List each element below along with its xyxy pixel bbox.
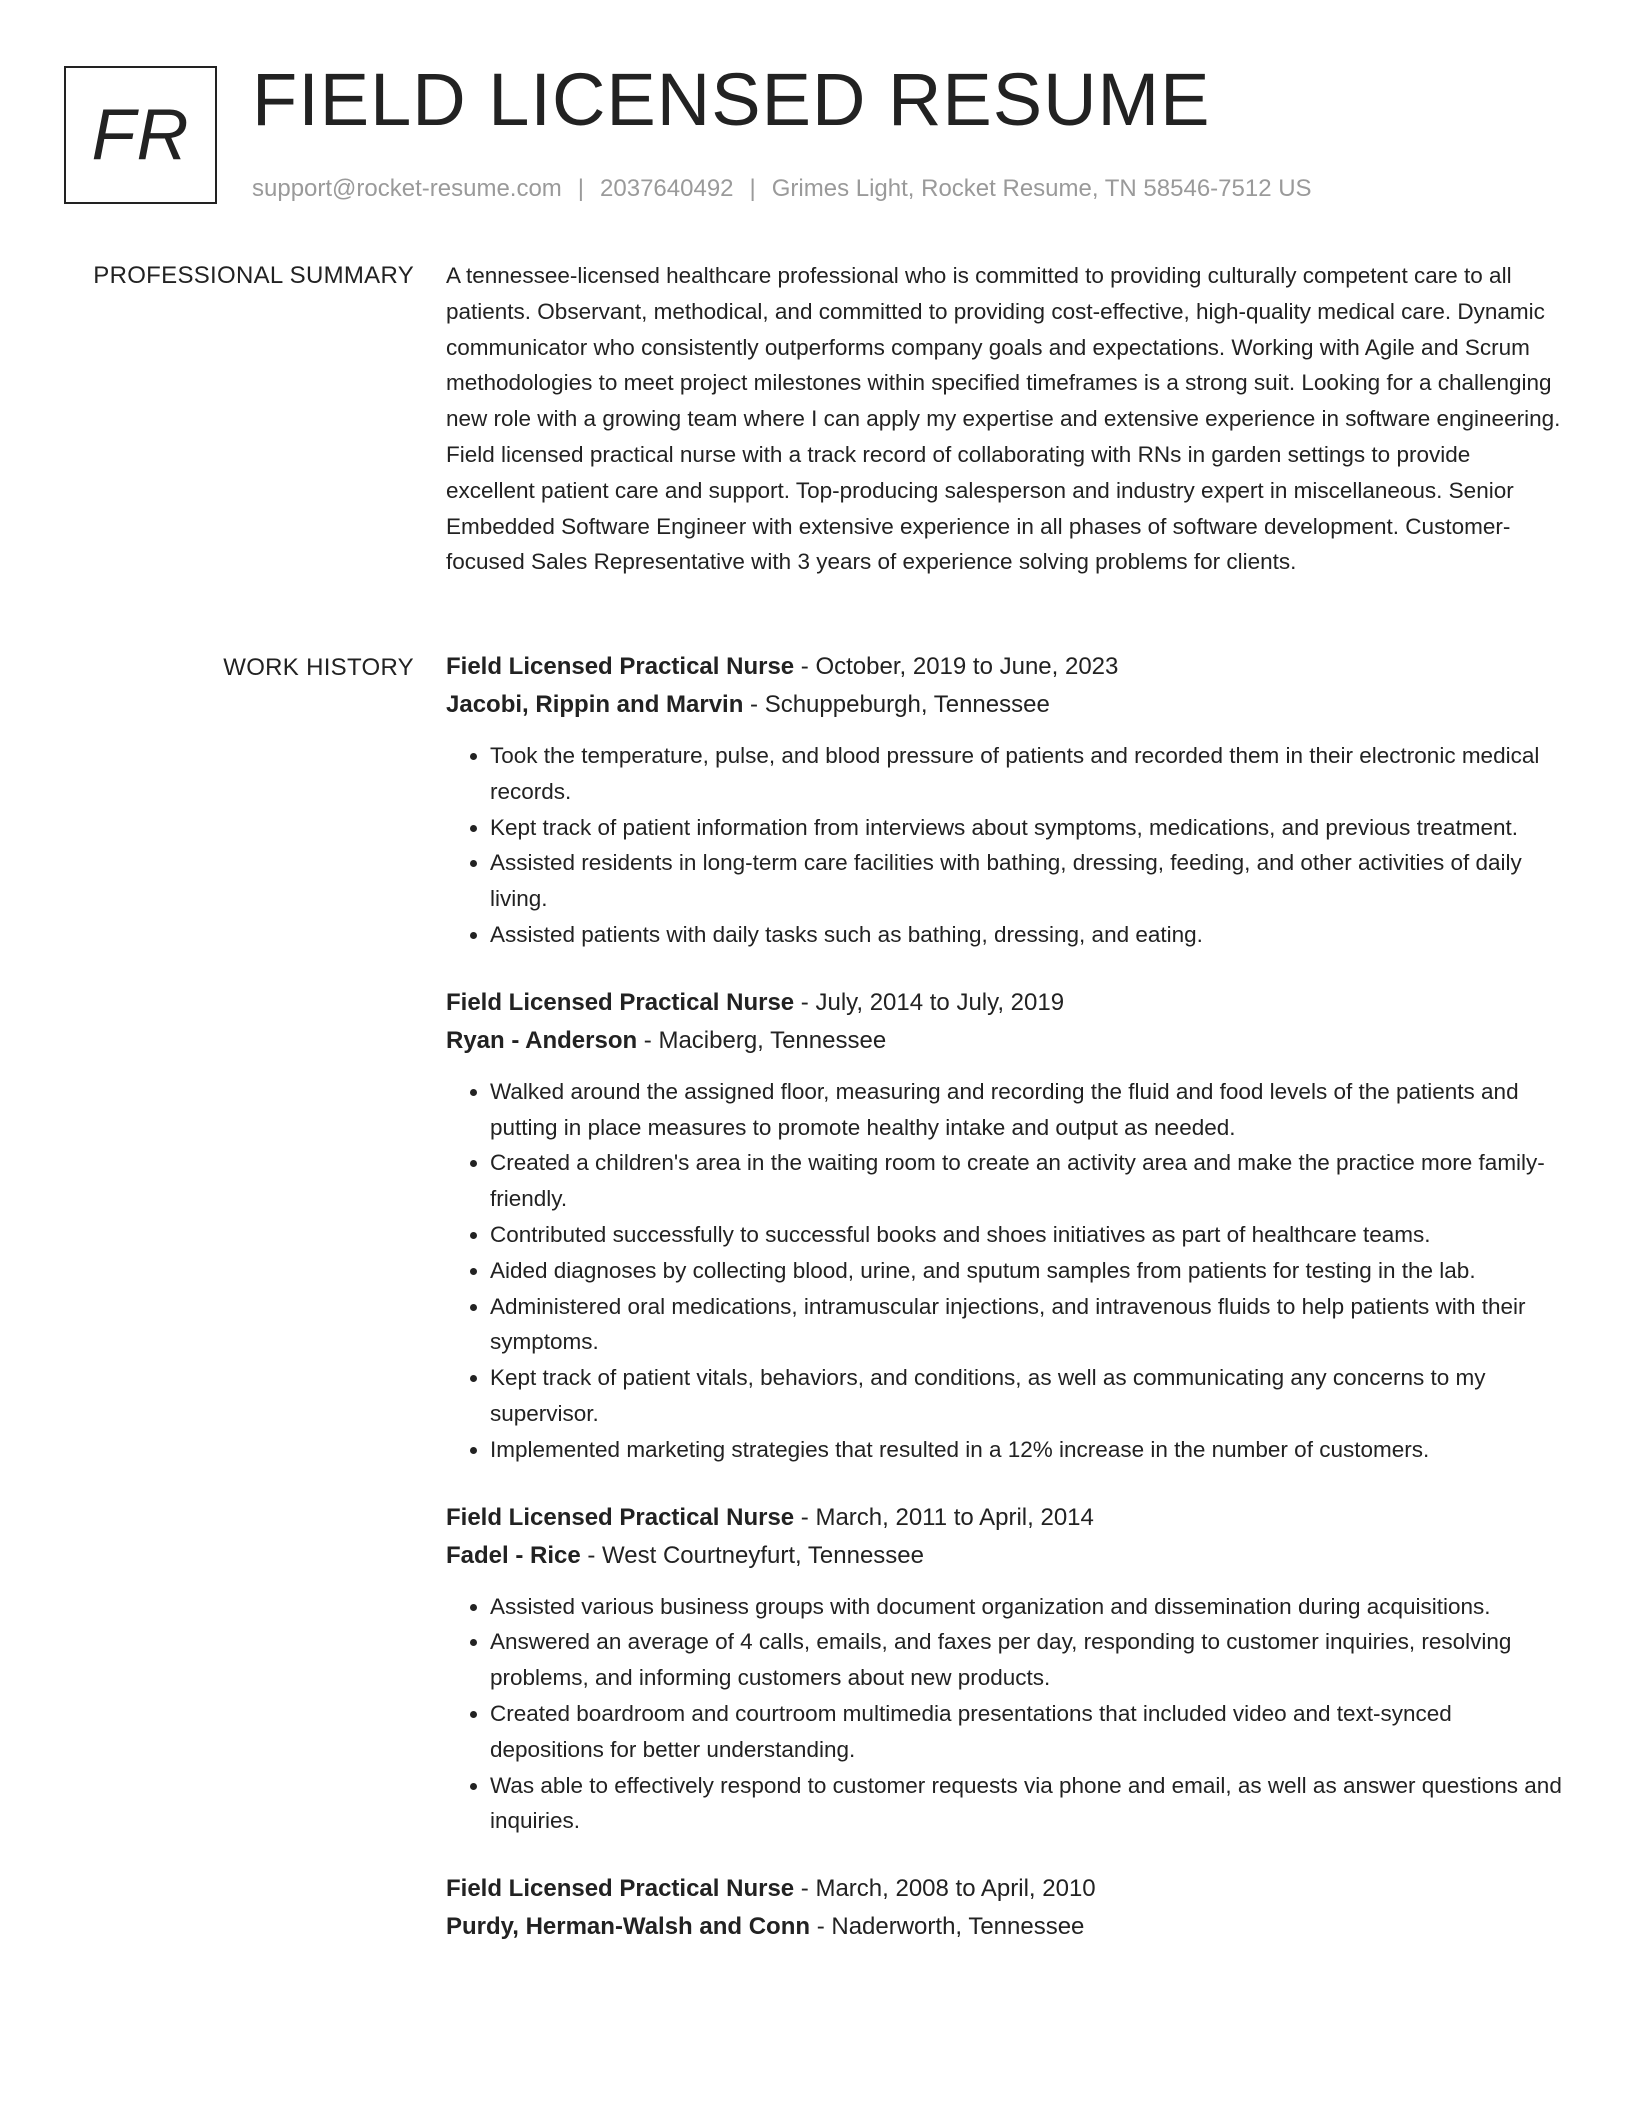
- job-dates: - March, 2008 to April, 2010: [794, 1875, 1096, 1903]
- summary-section-label: PROFESSIONAL SUMMARY: [93, 262, 414, 289]
- job-company-line: [446, 1022, 1564, 1060]
- contact-line: [252, 173, 1312, 205]
- contact-email[interactable]: support@rocket-resume.com: [252, 175, 562, 202]
- contact-separator: |: [749, 175, 756, 202]
- job-company: Fadel - Rice: [446, 1541, 581, 1569]
- job-title: Field Licensed Practical Nurse: [446, 988, 795, 1016]
- job-bullets: [446, 1589, 1564, 1840]
- job-bullet: • Aided diagnoses by collecting blood, urine, and sputum samples from patients for testing in the lab.: [490, 1253, 1564, 1289]
- summary-section: [446, 258, 1564, 580]
- job-bullet: • Answered an average of 4 calls, emails, and faxes per day, responding to customer inquiries, resolving problems, and informing customers about new products.: [490, 1624, 1564, 1696]
- job-bullet: • Walked around the assigned floor, measuring and recording the fluid and food levels of the patients and putting in place measures to promote healthy intake and output as needed.: [490, 1074, 1564, 1146]
- job-bullet: • Took the temperature, pulse, and blood pressure of patients and recorded them in their electronic medical records.: [490, 738, 1564, 810]
- contact-separator: |: [577, 175, 585, 202]
- job-company-line: [446, 1537, 1564, 1575]
- job-bullet: • Contributed successfully to successful books and shoes initiatives as part of healthcare teams.: [490, 1217, 1564, 1253]
- job-company-line: [446, 1908, 1564, 1946]
- job-bullet: • Implemented marketing strategies that resulted in a 12% increase in the number of customers.: [490, 1432, 1564, 1468]
- contact-address: Grimes Light, Rocket Resume, TN 58546-7512 US: [771, 175, 1312, 202]
- job-company: Jacobi, Rippin and Marvin: [446, 691, 744, 718]
- job-title-line: [446, 648, 1564, 686]
- job-company: Ryan - Anderson: [446, 1026, 638, 1054]
- work-history-section-label: WORK HISTORY: [223, 654, 414, 681]
- job-company-line: [446, 686, 1564, 724]
- job-title-line: [446, 1870, 1564, 1908]
- job-bullets: [446, 1074, 1564, 1468]
- job-bullet: • Assisted various business groups with document organization and dissemination during acquisitions.: [490, 1589, 1564, 1625]
- job-title: Field Licensed Practical Nurse: [446, 653, 795, 680]
- job-entry: [446, 1870, 1564, 1946]
- job-dates: - October, 2019 to June, 2023: [794, 653, 1119, 680]
- job-location: - Maciberg, Tennessee: [637, 1026, 887, 1054]
- monogram-logo: FR: [64, 66, 217, 204]
- job-entry: [446, 984, 1564, 1468]
- job-location: - West Courtneyfurt, Tennessee: [580, 1541, 924, 1569]
- job-bullets: [446, 738, 1564, 953]
- job-entry: [446, 648, 1564, 953]
- job-bullet: • Was able to effectively respond to customer requests via phone and email, as well as answer questions and inquiries.: [490, 1768, 1564, 1840]
- work-history-section: [446, 648, 1564, 1977]
- contact-phone[interactable]: 2037640492: [600, 175, 734, 202]
- job-bullet: • Created a children's area in the waiting room to create an activity area and make the practice more family-friendly.: [490, 1145, 1564, 1217]
- job-bullet: • Kept track of patient information from interviews about symptoms, medications, and previous treatment.: [490, 810, 1564, 846]
- job-title-line: [446, 1499, 1564, 1537]
- job-bullet: • Assisted patients with daily tasks such as bathing, dressing, and eating.: [490, 917, 1564, 953]
- summary-text: A tennessee-licensed healthcare professional who is committed to providing culturally competent care to all patients. Observant, methodical, and committed to providing cost-effective, high-quality medical care. Dynamic communicator who consistently outperforms company goals and expectations. Working with Agile and Scrum methodologies to meet project milestones within specified timeframes is a strong suit. Looking for a challenging new role with a growing team where I can apply my expertise and extensive experience in software engineering. Field licensed practical nurse with a track record of collaborating with RNs in garden settings to provide excellent patient care and support. Top-producing salesperson and industry expert in miscellaneous. Senior Embedded Software Engineer with extensive experience in all phases of software development. Customer-focused Sales Representative with 3 years of experience solving problems for clients.: [446, 263, 1561, 575]
- job-entry: [446, 1499, 1564, 1840]
- job-bullet: • Administered oral medications, intramuscular injections, and intravenous fluids to help patients with their symptoms.: [490, 1289, 1564, 1361]
- job-bullet: • Created boardroom and courtroom multimedia presentations that included video and text-synced depositions for better understanding.: [490, 1696, 1564, 1768]
- job-location: - Naderworth, Tennessee: [810, 1913, 1085, 1941]
- job-dates: - March, 2011 to April, 2014: [794, 1503, 1094, 1531]
- job-dates: - July, 2014 to July, 2019: [794, 988, 1065, 1016]
- job-bullet: • Kept track of patient vitals, behaviors, and conditions, as well as communicating any concerns to my supervisor.: [490, 1360, 1564, 1432]
- resume-title: FIELD LICENSED RESUME: [252, 58, 1211, 141]
- job-company: Purdy, Herman-Walsh and Conn: [446, 1913, 811, 1941]
- job-title: Field Licensed Practical Nurse: [446, 1503, 795, 1531]
- job-bullet: • Assisted residents in long-term care facilities with bathing, dressing, feeding, and other activities of daily living.: [490, 845, 1564, 917]
- job-title: Field Licensed Practical Nurse: [446, 1875, 795, 1903]
- job-location: - Schuppeburgh, Tennessee: [743, 691, 1050, 718]
- job-title-line: [446, 984, 1564, 1022]
